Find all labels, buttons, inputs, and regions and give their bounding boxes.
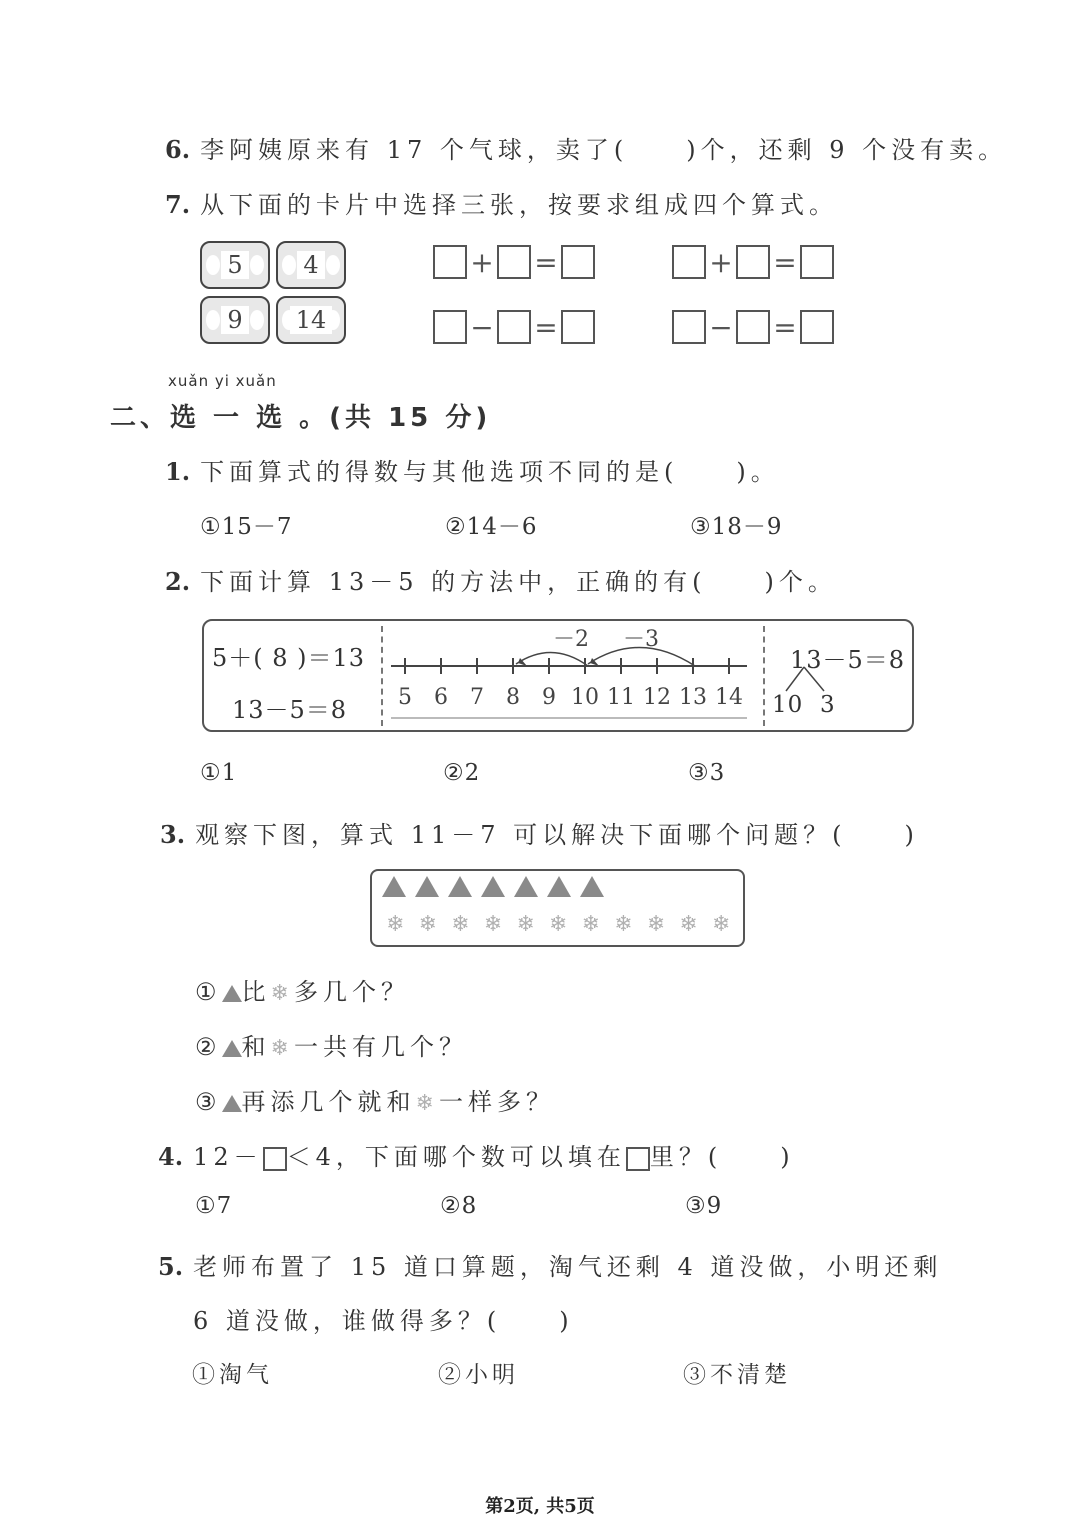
- select-question-5: 5. 老师布置了 15 道口算题，淘气还剩 4 道没做，小明还剩: [158, 1252, 943, 1281]
- number-card: 14: [276, 296, 346, 344]
- option-2[interactable]: ②小明: [438, 1362, 519, 1388]
- option-2[interactable]: ② 和❄一共有几个？: [195, 1033, 468, 1061]
- tick-label: 7: [470, 685, 484, 710]
- snowflake-icon: ❄: [712, 912, 731, 937]
- blank-box: [626, 1147, 650, 1171]
- triangle-icon: [580, 876, 604, 897]
- tick-label: 6: [434, 685, 448, 710]
- number-card: 9: [200, 296, 270, 344]
- triangle-icon: [481, 876, 505, 897]
- divider: [381, 626, 383, 726]
- snowflake-icon: ❄: [270, 981, 294, 1006]
- answer-box[interactable]: [672, 310, 706, 344]
- option-3[interactable]: ③18－9: [690, 514, 783, 540]
- jump-arrow-2: [516, 652, 588, 666]
- snowflake-icon: ❄: [646, 912, 666, 937]
- triangle-icon: [514, 876, 538, 897]
- split-right: 3: [820, 692, 836, 718]
- tick-label: 10: [571, 685, 599, 710]
- select-question-5-line-2: 6 道没做，谁做得多？( ): [193, 1307, 574, 1335]
- tick-label: 8: [506, 685, 520, 710]
- triangle-icon: [222, 1095, 242, 1112]
- triangle-row: [382, 876, 613, 897]
- snowflake-icon: ❄: [415, 1091, 439, 1116]
- option-2[interactable]: ②14－6: [445, 514, 538, 540]
- method-1-line-2: 13－5＝8: [232, 696, 348, 724]
- snowflake-icon: ❄: [451, 912, 470, 937]
- option-2[interactable]: ②2: [443, 760, 481, 786]
- triangle-icon: [382, 876, 406, 897]
- triangle-icon: [547, 876, 571, 897]
- answer-box[interactable]: [800, 245, 834, 279]
- option-1[interactable]: ①15－7: [200, 514, 293, 540]
- snowflake-row: [379, 912, 738, 937]
- snowflake-icon: ❄: [614, 912, 633, 937]
- addition-equation: + =: [433, 245, 595, 279]
- select-question-3: 3. 观察下图，算式 11－7 可以解决下面哪个问题？( ): [160, 820, 919, 849]
- jump-label-1: －2: [553, 627, 589, 652]
- option-3[interactable]: ③ 再添几个就和❄一样多？: [195, 1088, 555, 1116]
- answer-box[interactable]: [561, 310, 595, 344]
- triangle-icon: [222, 1040, 242, 1057]
- select-question-1: 1. 下面算式的得数与其他选项不同的是( )。: [165, 457, 780, 486]
- split-lines: [780, 665, 840, 695]
- option-1[interactable]: ① 比❄多几个？: [195, 978, 410, 1006]
- triangle-icon: [448, 876, 472, 897]
- option-3[interactable]: ③9: [685, 1193, 723, 1219]
- tick-label: 5: [398, 685, 412, 710]
- number-card: 5: [200, 241, 270, 289]
- blank-box: [263, 1147, 287, 1171]
- option-1[interactable]: ①淘气: [192, 1362, 273, 1388]
- snowflake-icon: ❄: [270, 1036, 294, 1061]
- answer-box[interactable]: [736, 310, 770, 344]
- tick-label: 11: [607, 685, 635, 710]
- answer-box[interactable]: [433, 245, 467, 279]
- method-3-equation: 13－5＝8: [790, 646, 906, 674]
- triangle-icon: [415, 876, 439, 897]
- answer-box[interactable]: [497, 310, 531, 344]
- question-6: 6. 李阿姨原来有 17 个气球，卖了( )个，还剩 9 个没有卖。: [165, 135, 1008, 164]
- option-1[interactable]: ①7: [195, 1193, 233, 1219]
- tick-label: 12: [643, 685, 671, 710]
- answer-box[interactable]: [800, 310, 834, 344]
- snowflake-icon: ❄: [581, 912, 601, 937]
- option-2[interactable]: ②8: [440, 1193, 478, 1219]
- snowflake-icon: ❄: [516, 912, 535, 937]
- snowflake-icon: ❄: [549, 912, 568, 937]
- answer-box[interactable]: [736, 245, 770, 279]
- question-7: 7. 从下面的卡片中选择三张，按要求组成四个算式。: [165, 190, 839, 219]
- answer-box[interactable]: [672, 245, 706, 279]
- option-3[interactable]: ③不清楚: [683, 1362, 791, 1388]
- section-pinyin: xuǎn yi xuǎn: [168, 372, 277, 390]
- tick-label: 14: [715, 685, 743, 710]
- number-card: 4: [276, 241, 346, 289]
- page-footer: 第2页, 共5页: [485, 1496, 595, 1517]
- divider: [763, 626, 765, 726]
- answer-box[interactable]: [497, 245, 531, 279]
- addition-equation: + =: [672, 245, 834, 279]
- section-title: 二、选 一 选 。(共 15 分): [110, 403, 492, 433]
- snowflake-icon: ❄: [386, 912, 405, 937]
- snowflake-icon: ❄: [679, 912, 698, 937]
- triangle-icon: [222, 985, 242, 1002]
- select-question-4: 4. 12－ ＜4，下面哪个数可以填在 里？( ): [158, 1142, 795, 1171]
- tick-label: 9: [542, 685, 556, 710]
- split-left: 10: [772, 692, 804, 718]
- snowflake-icon: ❄: [483, 912, 503, 937]
- answer-box[interactable]: [561, 245, 595, 279]
- option-1[interactable]: ①1: [200, 760, 238, 786]
- subtraction-equation: − =: [433, 310, 595, 344]
- select-question-2: 2. 下面计算 13－5 的方法中，正确的有( )个。: [165, 567, 837, 596]
- number-line: [385, 622, 760, 730]
- answer-box[interactable]: [433, 310, 467, 344]
- jump-label-2: －3: [623, 627, 659, 652]
- tick-label: 13: [679, 685, 707, 710]
- option-3[interactable]: ③3: [688, 760, 726, 786]
- snowflake-icon: ❄: [418, 912, 438, 937]
- subtraction-equation: − =: [672, 310, 834, 344]
- method-1-line-1: 5＋( 8 )＝13: [212, 644, 366, 672]
